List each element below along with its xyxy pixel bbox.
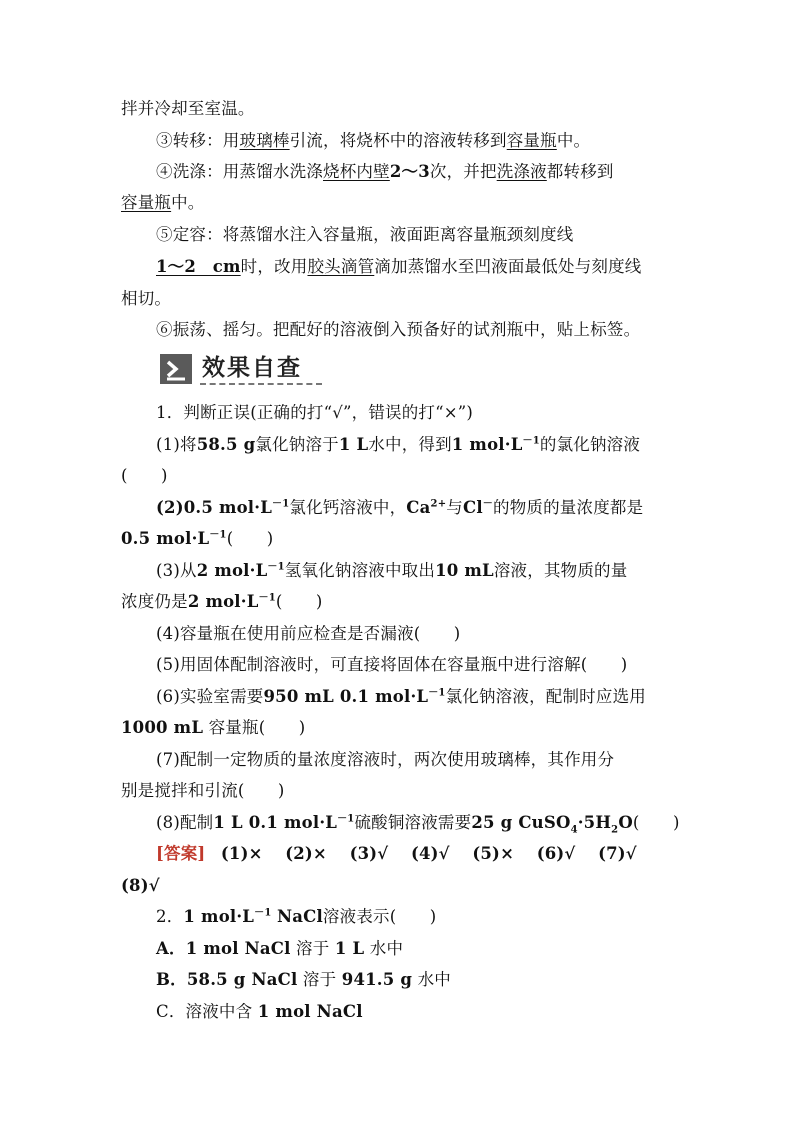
text: －1 — [258, 592, 276, 604]
text: B． — [156, 970, 187, 989]
text: －1 — [522, 435, 540, 447]
answer-blank: ( ) — [226, 529, 274, 548]
text: 4 — [570, 824, 578, 836]
q1-item-7-cont — [121, 780, 285, 802]
text: (7)配制一定物质的量浓度溶液时，两次使用玻璃棒，其作用分 — [156, 750, 615, 769]
text: 2 — [611, 824, 619, 836]
q1-item-3-cont — [121, 591, 323, 613]
blank-answer: 烧杯内壁 — [323, 162, 390, 181]
text: 25 g CuSO — [471, 813, 571, 832]
text-line — [121, 288, 171, 310]
answer-blank: ( ) — [632, 813, 680, 832]
text: 1 L 0.1 mol·L — [213, 813, 338, 832]
blank-answer: 容量瓶 — [506, 131, 557, 150]
text: 的氯化钠溶液 — [539, 435, 641, 454]
text: 2+ — [430, 498, 447, 510]
text: 相切。 — [121, 289, 172, 308]
text: 0.5 mol·L — [121, 529, 210, 548]
text: 58.5 g — [196, 435, 256, 454]
text: 1 mol·L — [451, 435, 523, 454]
text: A． — [156, 939, 186, 958]
q1-item-3 — [156, 560, 627, 582]
text: (1)将 — [156, 435, 197, 454]
text: (3)从 — [156, 561, 197, 580]
text: ·5H — [577, 813, 612, 832]
text: 时，改用 — [240, 257, 308, 276]
q1-item-6 — [156, 686, 646, 708]
text: (4)容量瓶在使用前应检查是否漏液( ) — [156, 624, 461, 643]
q1-answer — [156, 843, 637, 865]
question-2-head — [156, 906, 436, 928]
blank-answer: 容量瓶 — [121, 193, 172, 212]
step-fill — [156, 224, 574, 246]
q1-item-4 — [156, 623, 460, 645]
answer-label: [答案] — [156, 844, 206, 863]
text: 1 mol NaCl — [185, 939, 291, 958]
text: (8)配制 — [156, 813, 214, 832]
text: 1．判断正误(正确的打“√”，错误的打“×”) — [156, 403, 474, 422]
q1-item-8 — [156, 812, 680, 834]
text: 的物质的量浓度都是 — [493, 498, 644, 517]
text: 氢氧化钠溶液中取出 — [284, 561, 436, 580]
blank-answer: 玻璃棒 — [239, 131, 290, 150]
text: 溶于 — [296, 939, 330, 958]
text: 浓度仍是 — [121, 592, 188, 611]
text: 溶于 — [302, 970, 337, 989]
blank-answer: 1～2 cm — [156, 257, 241, 276]
arrow-right-icon — [160, 354, 192, 384]
text: 容量瓶( ) — [208, 718, 306, 737]
text: 1 L — [334, 939, 365, 958]
step-shake — [156, 319, 640, 341]
text: 水中 — [369, 939, 404, 958]
text: O — [618, 813, 633, 832]
answer-blank: 溶液表示( ) — [322, 907, 437, 926]
text: ⑥振荡、摇匀。把配好的溶液倒入预备好的试剂瓶中，贴上标签。 — [156, 320, 641, 339]
text: ③转移：用 — [156, 131, 240, 150]
text: －1 — [428, 687, 446, 699]
section-divider — [200, 383, 322, 385]
text: (2)0.5 mol·L — [156, 498, 273, 517]
q1-item-5 — [156, 654, 627, 676]
text: －1 — [209, 529, 227, 541]
text: 1 L — [338, 435, 369, 454]
text: ④洗涤：用蒸馏水洗涤 — [156, 162, 323, 181]
text: (6)实验室需要 — [156, 687, 264, 706]
text: 次，并把 — [429, 162, 497, 181]
answer-blank: ( ) — [121, 466, 168, 485]
step-transfer — [156, 130, 590, 152]
blank-answer: 胶头滴管 — [307, 257, 375, 276]
blank-answer: 洗涤液 — [496, 162, 547, 181]
text: 水中，得到 — [368, 435, 452, 454]
text: 1 mol·L — [183, 907, 255, 926]
q1-item-2 — [156, 497, 643, 519]
text: 溶液，其物质的量 — [493, 561, 628, 580]
text: ⑤定容：将蒸馏水注入容量瓶，液面距离容量瓶颈刻度线 — [156, 225, 574, 244]
text: 1 mol NaCl — [257, 1002, 363, 1021]
text: 硫酸铜溶液需要 — [354, 813, 472, 832]
text: 水中 — [417, 970, 451, 989]
text: 2． — [156, 907, 184, 926]
text: 2 mol·L — [187, 592, 259, 611]
text: NaCl — [276, 907, 323, 926]
text: 1000 mL — [121, 718, 204, 737]
q1-item-1-blank — [121, 465, 168, 487]
q1-item-1 — [156, 434, 640, 456]
text: 中。 — [171, 193, 205, 212]
q1-item-6-cont — [121, 717, 305, 739]
text: 引流，将烧杯中的溶液转移到 — [289, 131, 507, 150]
text: Ca — [406, 498, 431, 517]
text: (5)用固体配制溶液时，可直接将固体在容量瓶中进行溶解( ) — [156, 655, 628, 674]
q1-item-2-cont — [121, 528, 273, 550]
text: 与 — [446, 498, 463, 517]
text: 950 mL 0.1 mol·L — [263, 687, 429, 706]
text-line — [121, 192, 205, 214]
text: 别是搅拌和引流( ) — [121, 781, 285, 800]
q1-answer-cont — [121, 875, 160, 897]
text: 氯化钙溶液中， — [289, 498, 407, 517]
answer-text: (8)√ — [121, 876, 160, 895]
q1-item-7 — [156, 749, 614, 771]
option-a — [156, 938, 403, 960]
text: 2～3 — [389, 162, 430, 181]
text-line — [156, 256, 642, 278]
text: －1 — [267, 561, 285, 573]
text-line — [121, 98, 255, 120]
text: 中。 — [556, 131, 591, 150]
text: 2 mol·L — [196, 561, 268, 580]
text: － — [482, 498, 493, 510]
text: 氯化钠溶液，配制时应选用 — [445, 687, 646, 706]
step-wash — [156, 161, 614, 183]
question-1-head — [156, 402, 473, 424]
section-header — [160, 352, 325, 386]
text: 都转移到 — [546, 162, 614, 181]
text: 941.5 g — [341, 970, 413, 989]
text: 10 mL — [435, 561, 494, 580]
text: 拌并冷却至室温。 — [121, 99, 255, 118]
option-c — [156, 1001, 363, 1023]
text: －1 — [254, 907, 272, 919]
text: 氯化钠溶于 — [255, 435, 339, 454]
option-b — [156, 969, 451, 991]
text: 滴加蒸馏水至凹液面最低处与刻度线 — [374, 257, 642, 276]
section-title: 效果自查 — [202, 355, 302, 381]
text: C．溶液中含 — [156, 1002, 253, 1021]
text: －1 — [272, 498, 290, 510]
text: 58.5 g NaCl — [186, 970, 298, 989]
answer-blank: ( ) — [275, 592, 323, 611]
text: Cl — [462, 498, 483, 517]
text: －1 — [337, 813, 355, 825]
answer-text: (1)× (2)× (3)√ (4)√ (5)× (6)√ (7)√ — [220, 844, 637, 863]
